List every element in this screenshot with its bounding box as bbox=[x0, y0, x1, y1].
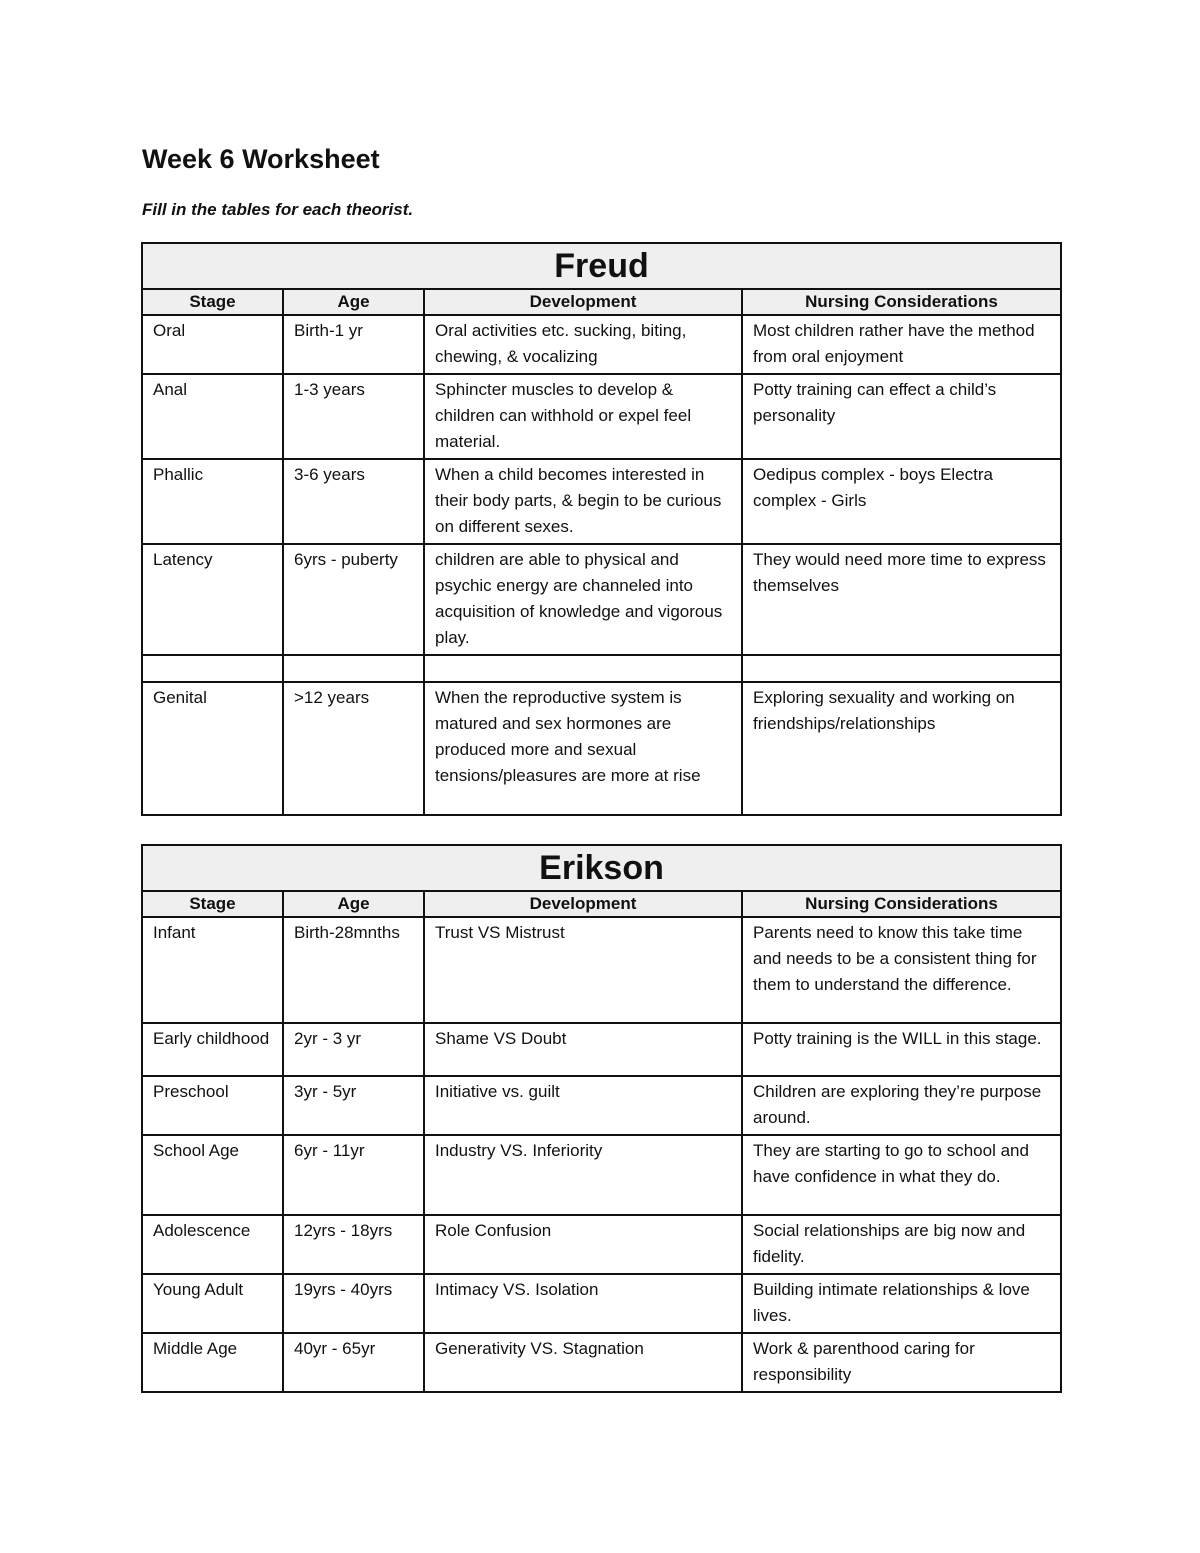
age-cell: 1-3 years bbox=[283, 374, 424, 459]
development-cell: Trust VS Mistrust bbox=[424, 917, 742, 1023]
table-row bbox=[142, 1023, 1061, 1076]
stage-cell: Anal bbox=[142, 374, 283, 459]
stage-cell: Latency bbox=[142, 544, 283, 655]
nursing-considerations-cell: Parents need to know this take time and needs to be a consistent thing for them to understand the difference. bbox=[742, 917, 1061, 1023]
table-row bbox=[142, 1076, 1061, 1135]
age-cell: >12 years bbox=[283, 682, 424, 815]
table-row bbox=[142, 1333, 1061, 1392]
stage-cell: School Age bbox=[142, 1135, 283, 1215]
nursing-considerations-cell: Potty training is the WILL in this stage. bbox=[742, 1023, 1061, 1076]
table-row bbox=[142, 1274, 1061, 1333]
stage-cell: Oral bbox=[142, 315, 283, 374]
column-header-age: Age bbox=[283, 891, 424, 917]
development-cell: Sphincter muscles to develop & children can withhold or expel feel material. bbox=[424, 374, 742, 459]
table-row bbox=[142, 1215, 1061, 1274]
stage-cell: Phallic bbox=[142, 459, 283, 544]
column-header-stage: Stage bbox=[142, 891, 283, 917]
freud-table bbox=[141, 242, 1062, 816]
nursing-considerations-cell bbox=[742, 655, 1061, 682]
stage-cell bbox=[142, 655, 283, 682]
development-cell: When a child becomes interested in their body parts, & begin to be curious on different sexes. bbox=[424, 459, 742, 544]
column-header-age: Age bbox=[283, 289, 424, 315]
stage-cell: Middle Age bbox=[142, 1333, 283, 1392]
age-cell: Birth-1 yr bbox=[283, 315, 424, 374]
table-row bbox=[142, 917, 1061, 1023]
nursing-considerations-cell: They would need more time to express themselves bbox=[742, 544, 1061, 655]
age-cell: 2yr - 3 yr bbox=[283, 1023, 424, 1076]
age-cell: 3-6 years bbox=[283, 459, 424, 544]
age-cell: 6yr - 11yr bbox=[283, 1135, 424, 1215]
page-title: Week 6 Worksheet bbox=[142, 144, 380, 174]
column-header-nursing-considerations: Nursing Considerations bbox=[742, 891, 1061, 917]
instructions: Fill in the tables for each theorist. bbox=[142, 200, 414, 219]
column-header-development: Development bbox=[424, 891, 742, 917]
nursing-considerations-cell: Work & parenthood caring for responsibility bbox=[742, 1333, 1061, 1392]
table-row bbox=[142, 374, 1061, 459]
development-cell bbox=[424, 655, 742, 682]
stage-cell: Young Adult bbox=[142, 1274, 283, 1333]
table-row bbox=[142, 315, 1061, 374]
stage-cell: Adolescence bbox=[142, 1215, 283, 1274]
nursing-considerations-cell: Oedipus complex - boys Electra complex - Girls bbox=[742, 459, 1061, 544]
age-cell: 40yr - 65yr bbox=[283, 1333, 424, 1392]
age-cell: 12yrs - 18yrs bbox=[283, 1215, 424, 1274]
table-row bbox=[142, 459, 1061, 544]
nursing-considerations-cell: They are starting to go to school and have confidence in what they do. bbox=[742, 1135, 1061, 1215]
stage-cell: Genital bbox=[142, 682, 283, 815]
table-row-empty bbox=[142, 655, 1061, 682]
stage-cell: Infant bbox=[142, 917, 283, 1023]
age-cell: 19yrs - 40yrs bbox=[283, 1274, 424, 1333]
table-row bbox=[142, 1135, 1061, 1215]
age-cell: 3yr - 5yr bbox=[283, 1076, 424, 1135]
nursing-considerations-cell: Exploring sexuality and working on friendships/relationships bbox=[742, 682, 1061, 815]
column-header-development: Development bbox=[424, 289, 742, 315]
column-header-stage: Stage bbox=[142, 289, 283, 315]
development-cell: Generativity VS. Stagnation bbox=[424, 1333, 742, 1392]
age-cell bbox=[283, 655, 424, 682]
erikson-table-title: Erikson bbox=[142, 845, 1061, 891]
nursing-considerations-cell: Social relationships are big now and fidelity. bbox=[742, 1215, 1061, 1274]
development-cell: Industry VS. Inferiority bbox=[424, 1135, 742, 1215]
stage-cell: Preschool bbox=[142, 1076, 283, 1135]
development-cell: Initiative vs. guilt bbox=[424, 1076, 742, 1135]
development-cell: children are able to physical and psychic energy are channeled into acquisition of knowledge and vigorous play. bbox=[424, 544, 742, 655]
table-row bbox=[142, 544, 1061, 655]
age-cell: 6yrs - puberty bbox=[283, 544, 424, 655]
freud-table-title: Freud bbox=[142, 243, 1061, 289]
development-cell: Shame VS Doubt bbox=[424, 1023, 742, 1076]
age-cell: Birth-28mnths bbox=[283, 917, 424, 1023]
erikson-table bbox=[141, 844, 1062, 1393]
development-cell: When the reproductive system is matured and sex hormones are produced more and sexual tensions/pleasures are more at rise bbox=[424, 682, 742, 815]
table-row bbox=[142, 682, 1061, 815]
development-cell: Intimacy VS. Isolation bbox=[424, 1274, 742, 1333]
stage-cell: Early childhood bbox=[142, 1023, 283, 1076]
nursing-considerations-cell: Most children rather have the method from oral enjoyment bbox=[742, 315, 1061, 374]
nursing-considerations-cell: Children are exploring they’re purpose around. bbox=[742, 1076, 1061, 1135]
nursing-considerations-cell: Building intimate relationships & love lives. bbox=[742, 1274, 1061, 1333]
column-header-nursing-considerations: Nursing Considerations bbox=[742, 289, 1061, 315]
development-cell: Role Confusion bbox=[424, 1215, 742, 1274]
nursing-considerations-cell: Potty training can effect a child’s personality bbox=[742, 374, 1061, 459]
development-cell: Oral activities etc. sucking, biting, chewing, & vocalizing bbox=[424, 315, 742, 374]
